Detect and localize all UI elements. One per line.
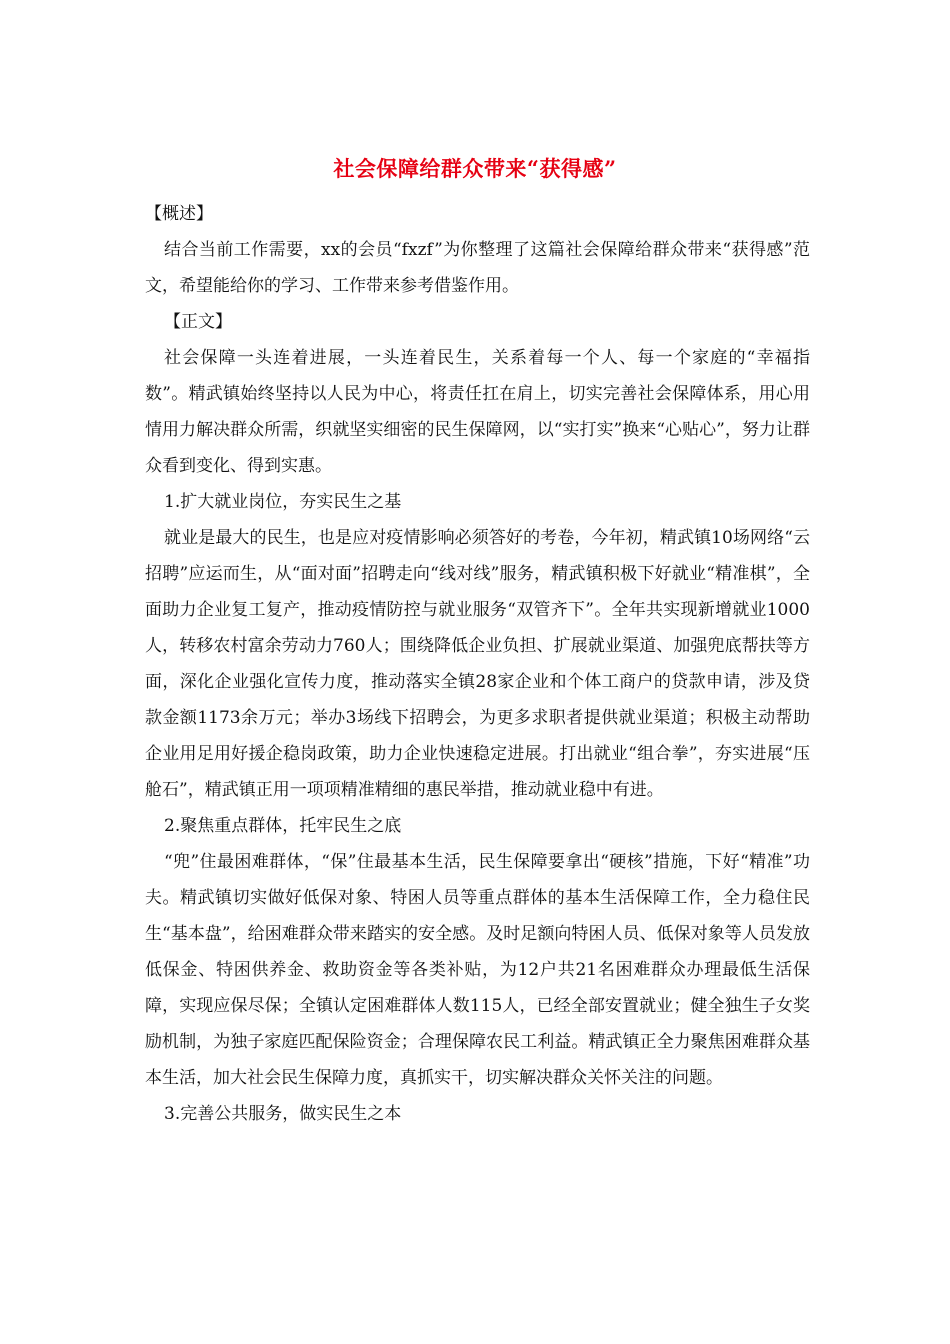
section-heading-3: 3.完善公共服务，做实民生之本 (164, 1104, 402, 1124)
section-label-overview: 【概述】 (145, 204, 213, 224)
document-body (145, 196, 810, 1132)
section-label-main-text: 【正文】 (164, 312, 232, 332)
section-heading-1: 1.扩大就业岗位，夯实民生之基 (164, 492, 402, 512)
document-title: 社会保障给群众带来“获得感” (333, 156, 617, 181)
intro-paragraph: 社会保障一头连着进展，一头连着民生，关系着每一个人、每一个家庭的“幸福指数”。精武镇始终坚持以人民为中心，将责任扛在肩上，切实完善社会保障体系，用心用情用力解决群众所需，织就坚实细密的民生保障网，以“实打实”换来“心贴心”，努力让群众看到变化、得到实惠。 (145, 348, 810, 476)
section-1-paragraph: 就业是最大的民生，也是应对疫情影响必须答好的考卷，今年初，精武镇10场网络“云招聘”应运而生，从“面对面”招聘走向“线对线”服务，精武镇积极下好就业“精准棋”，全面助力企业复工复产，推动疫情防控与就业服务“双管齐下”。全年共实现新增就业1000人，转移农村富余劳动力760人；围绕降低企业负担、扩展就业渠道、加强兜底帮扶等方面，深化企业强化宣传力度，推动落实全镇28家企业和个体工商户的贷款申请，涉及贷款金额1173余万元；举办3场线下招聘会，为更多求职者提供就业渠道；积极主动帮助企业用足用好援企稳岗政策，助力企业快速稳定进展。打出就业“组合拳”，夯实进展“压舱石”，精武镇正用一项项精准精细的惠民举措，推动就业稳中有进。 (145, 528, 810, 800)
section-2-paragraph: “兜”住最困难群体，“保”住最基本生活，民生保障要拿出“硬核”措施，下好“精准”功夫。精武镇切实做好低保对象、特困人员等重点群体的基本生活保障工作，全力稳住民生“基本盘”，给困难群众带来踏实的安全感。及时足额向特困人员、低保对象等人员发放低保金、特困供养金、救助资金等各类补贴，为12户共21名困难群众办理最低生活保障，实现应保尽保；全镇认定困难群体人数115人，已经全部安置就业；健全独生子女奖励机制，为独子家庭匹配保险资金；合理保障农民工利益。精武镇正全力聚焦困难群众基本生活，加大社会民生保障力度，真抓实干，切实解决群众关怀关注的问题。 (145, 852, 810, 1088)
section-heading-2: 2.聚焦重点群体，托牢民生之底 (164, 816, 402, 836)
overview-paragraph: 结合当前工作需要，xx的会员“fxzf”为你整理了这篇社会保障给群众带来“获得感”范文，希望能给你的学习、工作带来参考借鉴作用。 (145, 240, 810, 296)
